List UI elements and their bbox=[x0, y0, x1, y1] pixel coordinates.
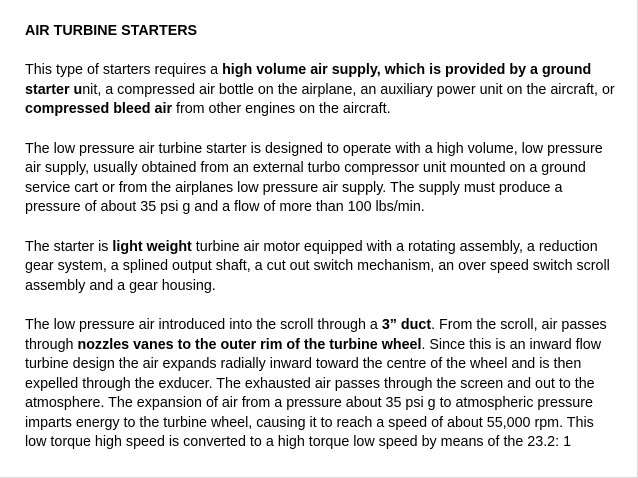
text-segment: nit, a compressed air bottle on the airplane, an auxiliary power unit on the aircraft, or bbox=[82, 81, 615, 98]
text-segment: The starter is bbox=[25, 238, 113, 255]
paragraph-air-supply bbox=[25, 61, 615, 120]
bold-text-segment: light weight bbox=[112, 238, 192, 255]
text-segment: . From the scroll, air passes through bbox=[25, 316, 607, 353]
bold-text-segment: high volume air supply, which is provided by a ground starter u bbox=[25, 62, 592, 98]
text-segment: The low pressure air turbine starter is designed to operate with a high volume, low pressure air supply, usually obtained from an external turbo compressor unit mounted on a ground service cart or from the airplanes low pressure air supply. The supply must produce a pressure of about 35 psi g and a flow of more than 100 lbs/min. bbox=[25, 140, 603, 216]
document-title: AIR TURBINE STARTERS bbox=[25, 23, 198, 39]
bold-text-segment: compressed bleed air bbox=[25, 101, 173, 118]
text-segment: turbine air motor equipped with a rotating assembly, a reduction gear system, a splined output shaft, a cut out switch mechanism, an over speed switch scroll assembly and a gear housing. bbox=[25, 238, 610, 294]
paragraph-air-flow bbox=[25, 316, 615, 453]
text-segment: This type of starters requires a bbox=[25, 62, 223, 79]
bold-text-segment: 3” duct bbox=[381, 316, 432, 333]
text-segment: . Since this is an inward flow turbine design the air expands radially inward toward the centre of the wheel and is then expelled through the exducer. The exhausted air passes through the screen and out to the atmosphere. The expansion of air from a pressure about 35 psi g to atmospheric pressure imparts energy to the turbine wheel, causing it to reach a speed of about 55,000 rpm. This low torque high speed is converted to a high torque low speed by means of the 23.2: 1 bbox=[25, 336, 602, 451]
text-segment: The low pressure air introduced into the scroll through a bbox=[25, 316, 382, 333]
document-body bbox=[25, 22, 615, 473]
paragraph-low-pressure-starter bbox=[25, 140, 615, 218]
text-segment: from other engines on the aircraft. bbox=[172, 101, 391, 118]
paragraph-starter-components bbox=[25, 238, 615, 297]
bold-text-segment: nozzles vanes to the outer rim of the turbine wheel bbox=[77, 336, 422, 353]
